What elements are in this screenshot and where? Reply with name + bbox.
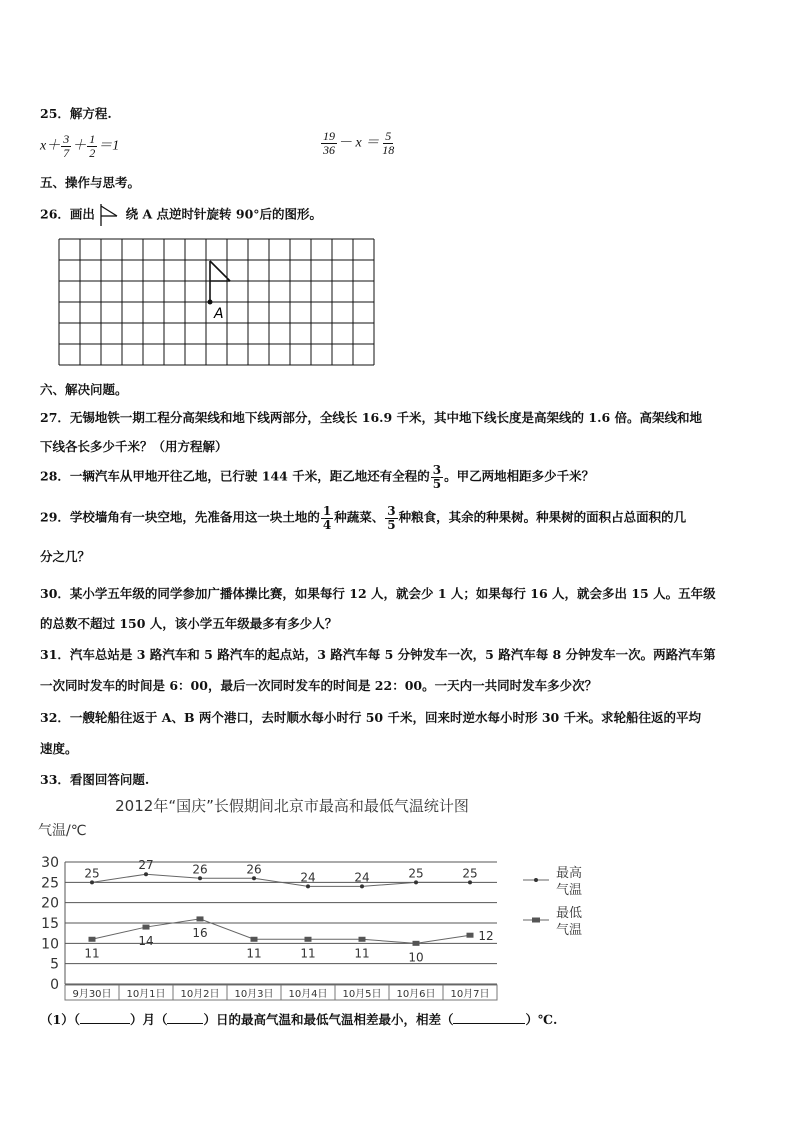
y-tick-label: 0 [50, 977, 59, 993]
eq1-x-term: x＋ [40, 138, 61, 154]
q28-post: 。甲乙两地相距多少千米？ [444, 468, 595, 484]
eq2-fraction-2 [380, 130, 396, 156]
fraction-numerator: 19 [323, 129, 335, 143]
low-temp-point [143, 925, 150, 930]
x-tick-label: 10月3日 [234, 989, 274, 1000]
q28-pre: 28．一辆汽车从甲地开往乙地，已行驶 144 千米，距乙地还有全程的 [40, 468, 430, 484]
eq1-plus: ＋ [72, 138, 87, 154]
q33-title: 33．看图回答问题. [40, 772, 150, 787]
q33-sub1-part-d: ）℃. [525, 1012, 558, 1027]
eq1-fraction-1 [61, 133, 71, 159]
fraction-numerator: 3 [387, 504, 396, 518]
low-temp-point [89, 937, 96, 942]
chart-y-axis-label: 气温/℃ [38, 823, 87, 839]
low-temp-data-label: 11 [354, 946, 370, 961]
high-temp-data-label: 26 [192, 862, 208, 877]
q26-pre: 26．画出 [40, 206, 95, 222]
low-temp-data-label: 11 [246, 946, 262, 961]
fraction-denominator: 5 [387, 517, 396, 532]
q25-equation-1 [40, 133, 119, 159]
legend-marker-dot [534, 878, 538, 882]
high-temp-point [414, 880, 418, 884]
fraction-denominator: 5 [432, 476, 442, 491]
low-temp-data-label: 16 [192, 925, 208, 940]
eq1-fraction-2 [87, 133, 97, 159]
section-5-heading: 五、操作与思考。 [40, 175, 141, 190]
y-tick-label: 30 [41, 855, 59, 871]
q25-title: 25．解方程. [40, 106, 112, 121]
legend-label-part: 气温 [556, 883, 583, 898]
high-temp-data-label: 27 [138, 858, 154, 873]
month-answer-blank[interactable] [80, 1011, 130, 1024]
section-6-heading: 六、解决问题。 [40, 382, 128, 397]
difference-answer-blank[interactable] [453, 1011, 525, 1024]
high-temp-point [144, 872, 148, 876]
q32-line-1: 32．一艘轮船往返于 A、B 两个港口，去时顺水每小时行 50 千米，回来时逆水每小时形 30 千米。求轮船往返的平均 [40, 710, 702, 725]
x-tick-label: 10月5日 [342, 989, 382, 1000]
q26-text [40, 204, 322, 226]
fraction-denominator: 7 [63, 145, 70, 160]
high-temp-point [90, 880, 94, 884]
q29-fraction-2 [385, 505, 397, 531]
q27-line-1: 27．无锡地铁一期工程分高架线和地下线两部分，全线长 16.9 千米，其中地下线长度是高架线的 1.6 倍。高架线和地 [40, 410, 702, 425]
eq2-middle: － x ＝ [338, 135, 380, 151]
q31-line-2: 一次同时发车的时间是 6：00，最后一次同时发车的时间是 22：00。一天内一共同时发车多少次？ [40, 678, 598, 693]
eq1-rhs: ＝1 [98, 138, 120, 154]
fraction-numerator: 1 [322, 504, 332, 518]
q33-sub1-part-c: ）日的最高气温和最低气温相差最小，相差（ [203, 1012, 454, 1027]
low-temp-data-label: 12 [478, 929, 494, 944]
low-temp-data-label: 11 [84, 946, 100, 961]
y-tick-label: 10 [41, 936, 59, 953]
q28-fraction [431, 464, 443, 490]
x-tick-label: 10月6日 [396, 989, 436, 1000]
high-temp-point [468, 880, 472, 884]
point-a-label: A [214, 306, 224, 322]
fraction-numerator: 1 [89, 132, 96, 146]
q33-sub1-part-a: （1）（ [40, 1012, 80, 1027]
q29-fraction-1 [321, 505, 333, 531]
q31-line-1: 31．汽车总站是 3 路汽车和 5 路汽车的起点站，3 路汽车每 5 分钟发车一次，5 路汽车每 8 分钟发车一次。两路汽车第 [40, 647, 716, 662]
legend-label-part: 气温 [556, 923, 583, 938]
q30-line-1: 30．某小学五年级的同学参加广播体操比赛，如果每行 12 人，就会少 1 人；如果每行 16 人，就会多出 15 人。五年级 [40, 586, 716, 601]
q28-text [40, 464, 594, 490]
low-temp-point [359, 937, 366, 942]
y-tick-label: 15 [41, 916, 59, 932]
high-temp-point [306, 884, 310, 888]
fraction-denominator: 36 [323, 142, 335, 157]
q33-sub1-part-b: ）月（ [129, 1012, 168, 1027]
x-tick-label: 10月2日 [180, 989, 220, 1000]
y-tick-label: 20 [41, 895, 59, 912]
point-a [208, 300, 213, 305]
low-temp-point [197, 916, 204, 921]
fraction-numerator: 3 [432, 463, 442, 477]
legend-label-part: 最低 [556, 906, 583, 921]
q29-pre: 29．学校墙角有一块空地，先准备用这一块土地的 [40, 509, 320, 525]
legend-marker-square [532, 918, 540, 923]
fraction-denominator: 2 [89, 145, 96, 160]
q33-sub-1 [40, 1010, 557, 1028]
high-temp-data-label: 26 [246, 862, 262, 877]
fraction-numerator: 5 [385, 129, 392, 143]
y-tick-label: 5 [50, 956, 59, 973]
y-tick-label: 25 [41, 875, 59, 892]
q29-mid: 种蔬菜、 [334, 509, 385, 525]
q29-line-2: 分之几？ [40, 549, 91, 564]
fraction-denominator: 18 [382, 142, 395, 157]
q27-line-2: 下线各长多少千米？（用方程解） [40, 439, 228, 454]
day-answer-blank[interactable] [167, 1011, 203, 1024]
q25-equation-2 [320, 130, 397, 156]
low-temp-point [305, 937, 312, 942]
temperature-chart [30, 790, 600, 1005]
low-temp-data-label: 11 [300, 946, 316, 961]
x-tick-label: 9月30日 [72, 989, 112, 1000]
q26-post: 绕 A 点逆时针旋转 90°后的图形。 [125, 206, 323, 222]
q29-line-1 [40, 505, 686, 531]
chart-title: 2012年“国庆”长假期间北京市最高和最低气温统计图 [115, 797, 469, 815]
eq2-fraction-1 [321, 130, 337, 156]
low-temp-data-label: 10 [408, 950, 424, 965]
legend-label-part: 最高 [556, 866, 583, 881]
fraction-numerator: 3 [63, 132, 70, 146]
high-temp-data-label: 24 [354, 870, 370, 885]
high-temp-data-label: 25 [84, 866, 100, 881]
low-temp-point [413, 941, 420, 946]
q29-post: 种粮食，其余的种果树。种果树的面积占总面积的几 [398, 509, 687, 525]
high-temp-point [198, 876, 202, 880]
high-temp-data-label: 25 [462, 866, 478, 881]
high-temp-point [252, 876, 256, 880]
q30-line-2: 的总数不超过 150 人，该小学五年级最多有多少人？ [40, 616, 338, 631]
x-tick-label: 10月4日 [288, 989, 328, 1000]
low-temp-point [251, 937, 258, 942]
fraction-denominator: 4 [322, 517, 332, 532]
x-tick-label: 10月1日 [126, 989, 166, 1000]
high-temp-point [360, 884, 364, 888]
high-temp-data-label: 25 [408, 866, 424, 881]
q26-grid [58, 238, 384, 368]
high-temp-data-label: 24 [300, 870, 316, 885]
low-temp-point [467, 933, 474, 938]
x-tick-label: 10月7日 [450, 989, 490, 1000]
flag-shape-icon [99, 204, 121, 226]
q32-line-2: 速度。 [40, 741, 78, 756]
low-temp-data-label: 14 [138, 934, 154, 949]
